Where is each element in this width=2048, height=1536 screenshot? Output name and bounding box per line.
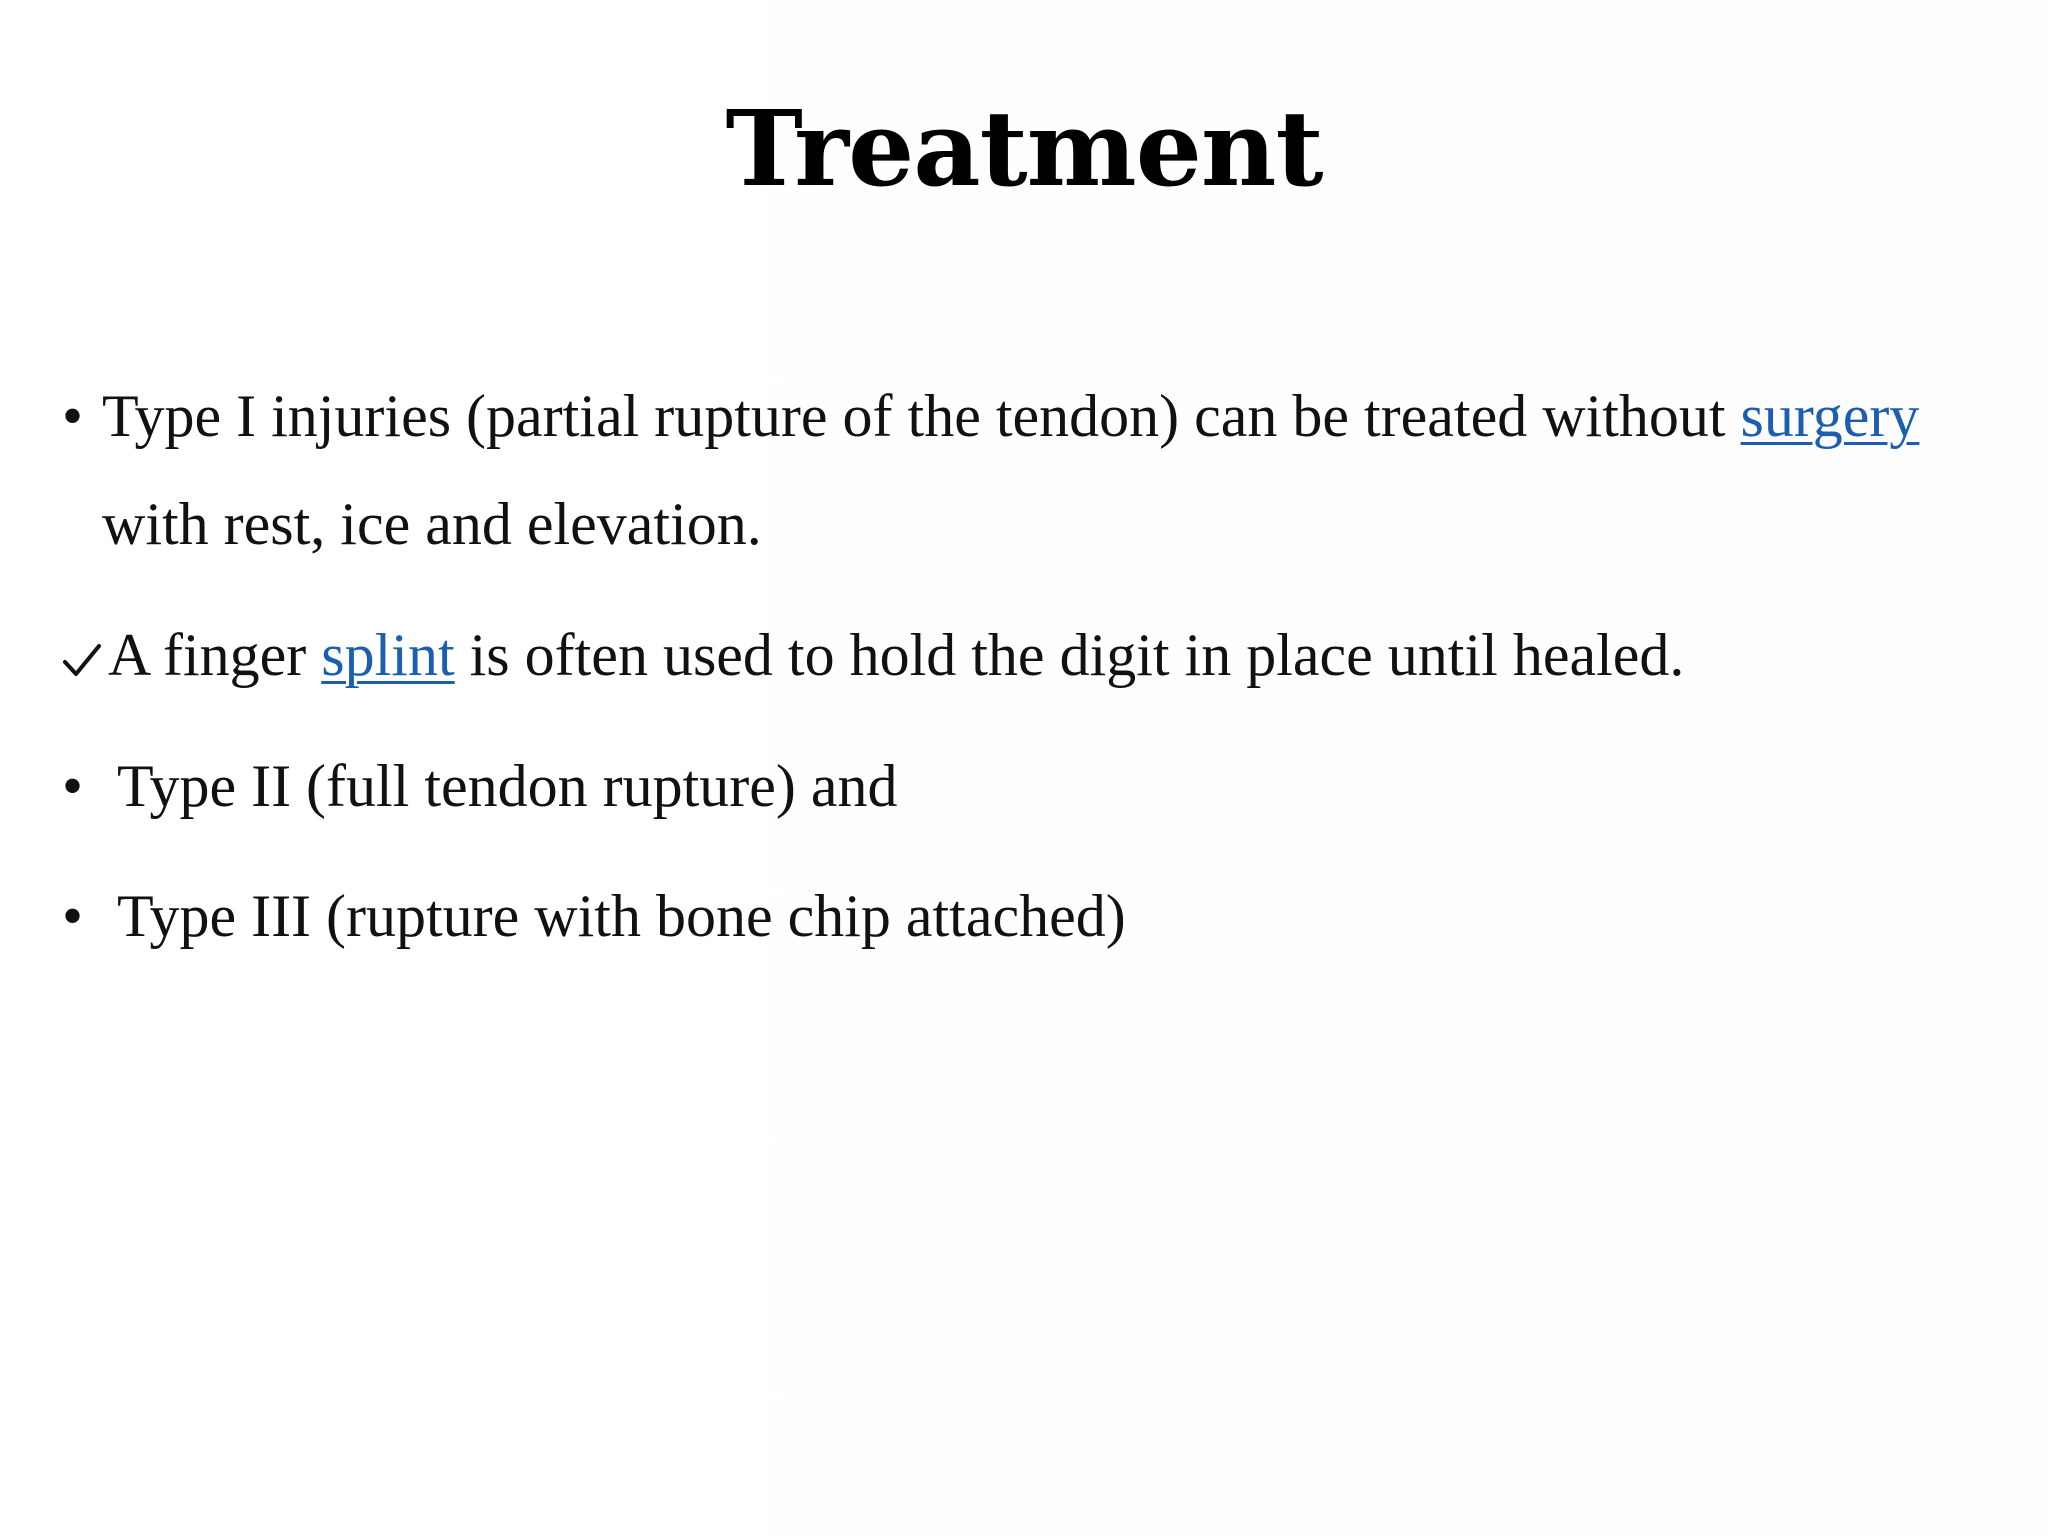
checkmark-icon	[60, 601, 108, 709]
bullet-marker: •	[62, 753, 84, 819]
slide-content	[62, 362, 2002, 970]
check-text	[108, 601, 1684, 709]
bullet-item-type-1	[62, 362, 2002, 578]
bullet-text	[102, 362, 2002, 578]
bullet-item-type-3	[62, 862, 2002, 970]
surgery-link[interactable]: surgery	[1740, 383, 1920, 449]
check-text-after: is often used to hold the digit in place until healed.	[454, 622, 1685, 688]
bullet-text: Type II (full tendon rupture) and	[117, 753, 898, 819]
bullet-text-after: with rest, ice and elevation.	[102, 491, 762, 557]
bullet-item-type-2	[62, 732, 2002, 840]
slide-title: Treatment	[725, 87, 1323, 210]
bullet-text: Type III (rupture with bone chip attached)	[117, 883, 1126, 949]
splint-link[interactable]: splint	[321, 622, 455, 688]
check-item-splint	[62, 601, 2002, 709]
bullet-marker: •	[62, 883, 84, 949]
bullet-text-before: Type I injuries (partial rupture of the tendon) can be treated without	[102, 383, 1741, 449]
bullet-marker: •	[62, 383, 84, 449]
check-text-before: A finger	[108, 622, 322, 688]
